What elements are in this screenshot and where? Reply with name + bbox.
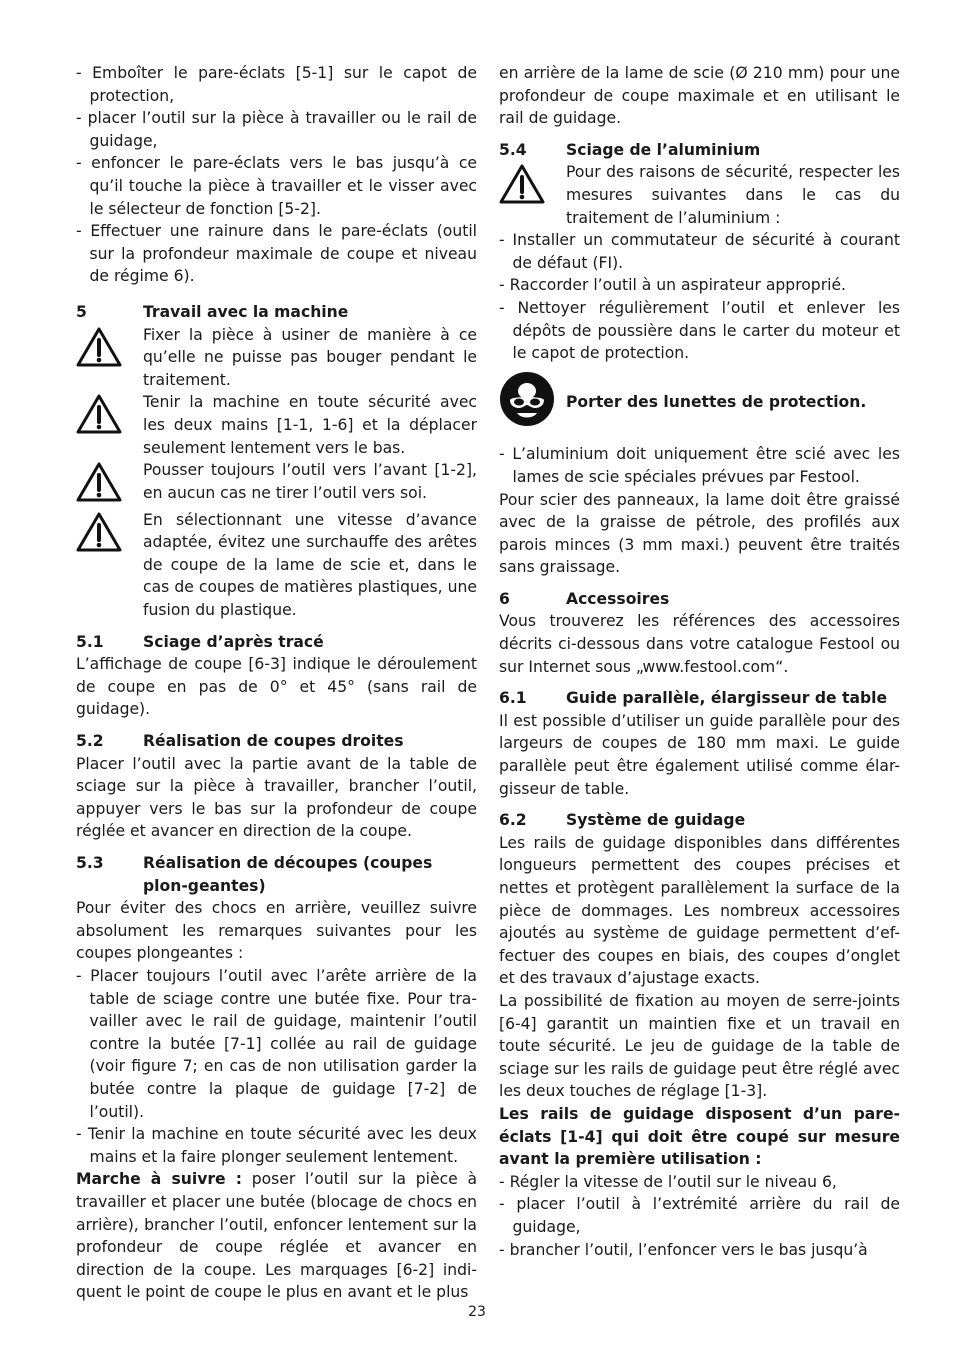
paragraph: Placer l’outil avec la partie avant de la table de sciage sur la pièce à travailler, brancher l’outil, appuyer vers le bas sur la profondeur de coupe réglée et avancer en direction de la coupe. (76, 754, 477, 841)
list-item: - enfoncer le pare-éclats vers le bas jusqu’à ce qu’il touche la pièce à travailler et le visser avec le sélecteur de fonction [5-2]. (76, 154, 477, 218)
section-title: Guide parallèle, élargisseur de table (566, 689, 888, 708)
list-item: - Tenir la machine en toute sécurité avec les deux mains et la faire plonger seulement lentement. (76, 1125, 477, 1166)
list-item: - Raccorder l’outil à un aspirateur approprié. (499, 276, 846, 295)
section-heading-6-1 (499, 687, 900, 710)
warning-block (76, 509, 477, 622)
paragraph: Pour éviter des chocs en arrière, veuillez suivre absolument les remarques suivantes pour les coupes plongeantes : (76, 899, 477, 963)
warning-block (76, 459, 477, 509)
section-title: Réalisation de coupes droites (143, 732, 404, 751)
warning-text: En sélectionnant une vitesse d’avance adaptée, évitez une surchauffe des arêtes de coupe de la lame de scie et, dans le cas de coupes de matières plastiques, une fusion du plastique. (143, 510, 477, 620)
list-item: - Régler la vitesse de l’outil sur le niveau 6, (499, 1172, 837, 1191)
warning-text: Pousser toujours l’outil vers l’avant [1-2], en aucun cas ne tirer l’outil vers soi. (143, 461, 477, 502)
list-item: - Nettoyer régulièrement l’outil et enlever les dépôts de poussière dans le carter du moteur et le capot de protection. (499, 298, 900, 363)
warning-block (499, 161, 900, 229)
paragraph: La possibilité de fixation au moyen de serre-joints [6-4] garantit un maintien fixe et un travail en toute sécurité. Le jeu de guidage de la table de sciage sur les rails de guidage peut être réglé avec les deux touches de réglage [1-3]. (499, 991, 900, 1101)
list-item: - Installer un commutateur de sécurité à courant de défaut (FI). (499, 231, 900, 272)
section-title: Réalisation de découpes (coupes plon-geantes) (143, 854, 433, 895)
section-heading-5-3 (76, 852, 477, 897)
list-item: - Effectuer une rainure dans le pare-éclats (outil sur la profondeur maximale de coupe et niveau de régime 6). (76, 222, 477, 286)
section-number: 5 (76, 302, 87, 321)
paragraph: Les rails de guidage disponibles dans différentes longueurs permettent des coupes précises et nettes et protègent parallèlement la surface de la pièce de dommages. Les nombreux accessoires ajoutés au système de guidage permettent d’ef-fectuer des coupes en biais, des coupes d’onglet et des travaux d’ajustage exacts. (499, 833, 900, 988)
list-item: - Emboîter le pare-éclats [5-1] sur le capot de protection, (76, 64, 477, 105)
warning-text: Pour des raisons de sécurité, respecter les mesures suivantes dans le cas du traitement de l’aluminium : (566, 163, 900, 227)
section-heading-5-2 (76, 730, 477, 753)
bold-paragraph: Les rails de guidage disposent d’un pare-éclats [1-4] qui doit être coupé sur mesure avant la première utilisation : (499, 1104, 900, 1169)
section-heading-6 (499, 588, 900, 611)
section-number: 5.3 (76, 854, 104, 872)
warning-block (76, 324, 477, 392)
section-heading-5-4 (499, 139, 900, 162)
safety-glasses-icon (499, 371, 566, 434)
glasses-notice-text: Porter des lunettes de protection. (566, 392, 867, 411)
section-number: 6.2 (499, 811, 527, 830)
section-heading-6-2 (499, 809, 900, 832)
list-item: - placer l’outil à l’extrémité arrière du rail de guidage, (499, 1195, 900, 1236)
paragraph: en arrière de la lame de scie (Ø 210 mm) pour une profondeur de coupe maximale et en utilisant le rail de guidage. (499, 64, 900, 128)
warning-block (76, 391, 477, 459)
section-title: Travail avec la machine (143, 302, 349, 321)
warning-triangle-icon (76, 509, 143, 559)
section-number: 5.4 (499, 140, 527, 159)
procedure-label: Marche à suivre : (76, 1170, 243, 1189)
section-number: 5.1 (76, 632, 104, 651)
section-heading-5 (76, 301, 477, 324)
warning-text: Fixer la pièce à usiner de manière à ce qu’elle ne puisse pas bouger pendant le traitement. (143, 325, 477, 389)
section-title: Système de guidage (566, 811, 746, 830)
list-item: - placer l’outil sur la pièce à travailler ou le rail de guidage, (76, 109, 477, 150)
warning-triangle-icon (76, 459, 143, 509)
section-title: Sciage de l’aluminium (566, 140, 761, 159)
list-item: - brancher l’outil, l’enfoncer vers le bas jusqu’à (499, 1240, 868, 1259)
protective-glasses-notice (499, 371, 900, 434)
paragraph: L’affichage de coupe [6-3] indique le déroulement de coupe en pas de 0° et 45° (sans rail de guidage). (76, 655, 477, 719)
list-item: - L’aluminium doit uniquement être scié avec les lames de scie spéciales prévues par Festool. (499, 445, 900, 486)
section-number: 5.2 (76, 732, 104, 751)
paragraph: Vous trouverez les références des accessoires décrits ci-dessous dans votre catalogue Festool ou sur Internet sous „www.festool.com“. (499, 612, 900, 676)
warning-triangle-icon (76, 391, 143, 441)
warning-triangle-icon (76, 324, 143, 374)
warning-triangle-icon (499, 161, 566, 211)
paragraph: Il est possible d’utiliser un guide parallèle pour des largeurs de coupes de 180 mm maxi. Le guide parallèle peut être également utilisé comme élar-gisseur de table. (499, 711, 900, 798)
right-column (499, 62, 900, 1261)
page-number: 23 (468, 1304, 486, 1320)
section-heading-5-1 (76, 631, 477, 654)
procedure-text: poser l’outil sur la pièce à travailler et placer une butée (blocage de chocs en arrière), brancher l’outil, enfoncer lentement sur la profondeur de coupe réglée et avancer en direction de la coupe. Les marquages [6-2] indi-quent le point de coupe le plus en avant et le plus (76, 1170, 478, 1302)
left-column (76, 62, 477, 1304)
section-number: 6.1 (499, 689, 527, 708)
warning-text: Tenir la machine en toute sécurité avec les deux mains [1-1, 1-6] et la déplacer seulement lentement vers le bas. (143, 393, 477, 457)
list-item: - Placer toujours l’outil avec l’arête arrière de la table de sciage contre une butée fixe. Pour tra-vailler avec le rail de guidage, maintenir l’outil contre la butée [7-1] collée au rail de guidage (voir figure 7; en cas de non utilisation garder la butée contre la plaque de guidage [7-2] de l’outil). (76, 966, 477, 1121)
section-title: Accessoires (566, 589, 670, 608)
paragraph (76, 1168, 477, 1304)
section-title: Sciage d’après tracé (143, 632, 324, 651)
section-number: 6 (499, 589, 510, 608)
paragraph: Pour scier des panneaux, la lame doit être graissé avec de la graisse de pétrole, des profilés aux parois minces (3 mm maxi.) peuvent être traités sans graissage. (499, 490, 900, 577)
